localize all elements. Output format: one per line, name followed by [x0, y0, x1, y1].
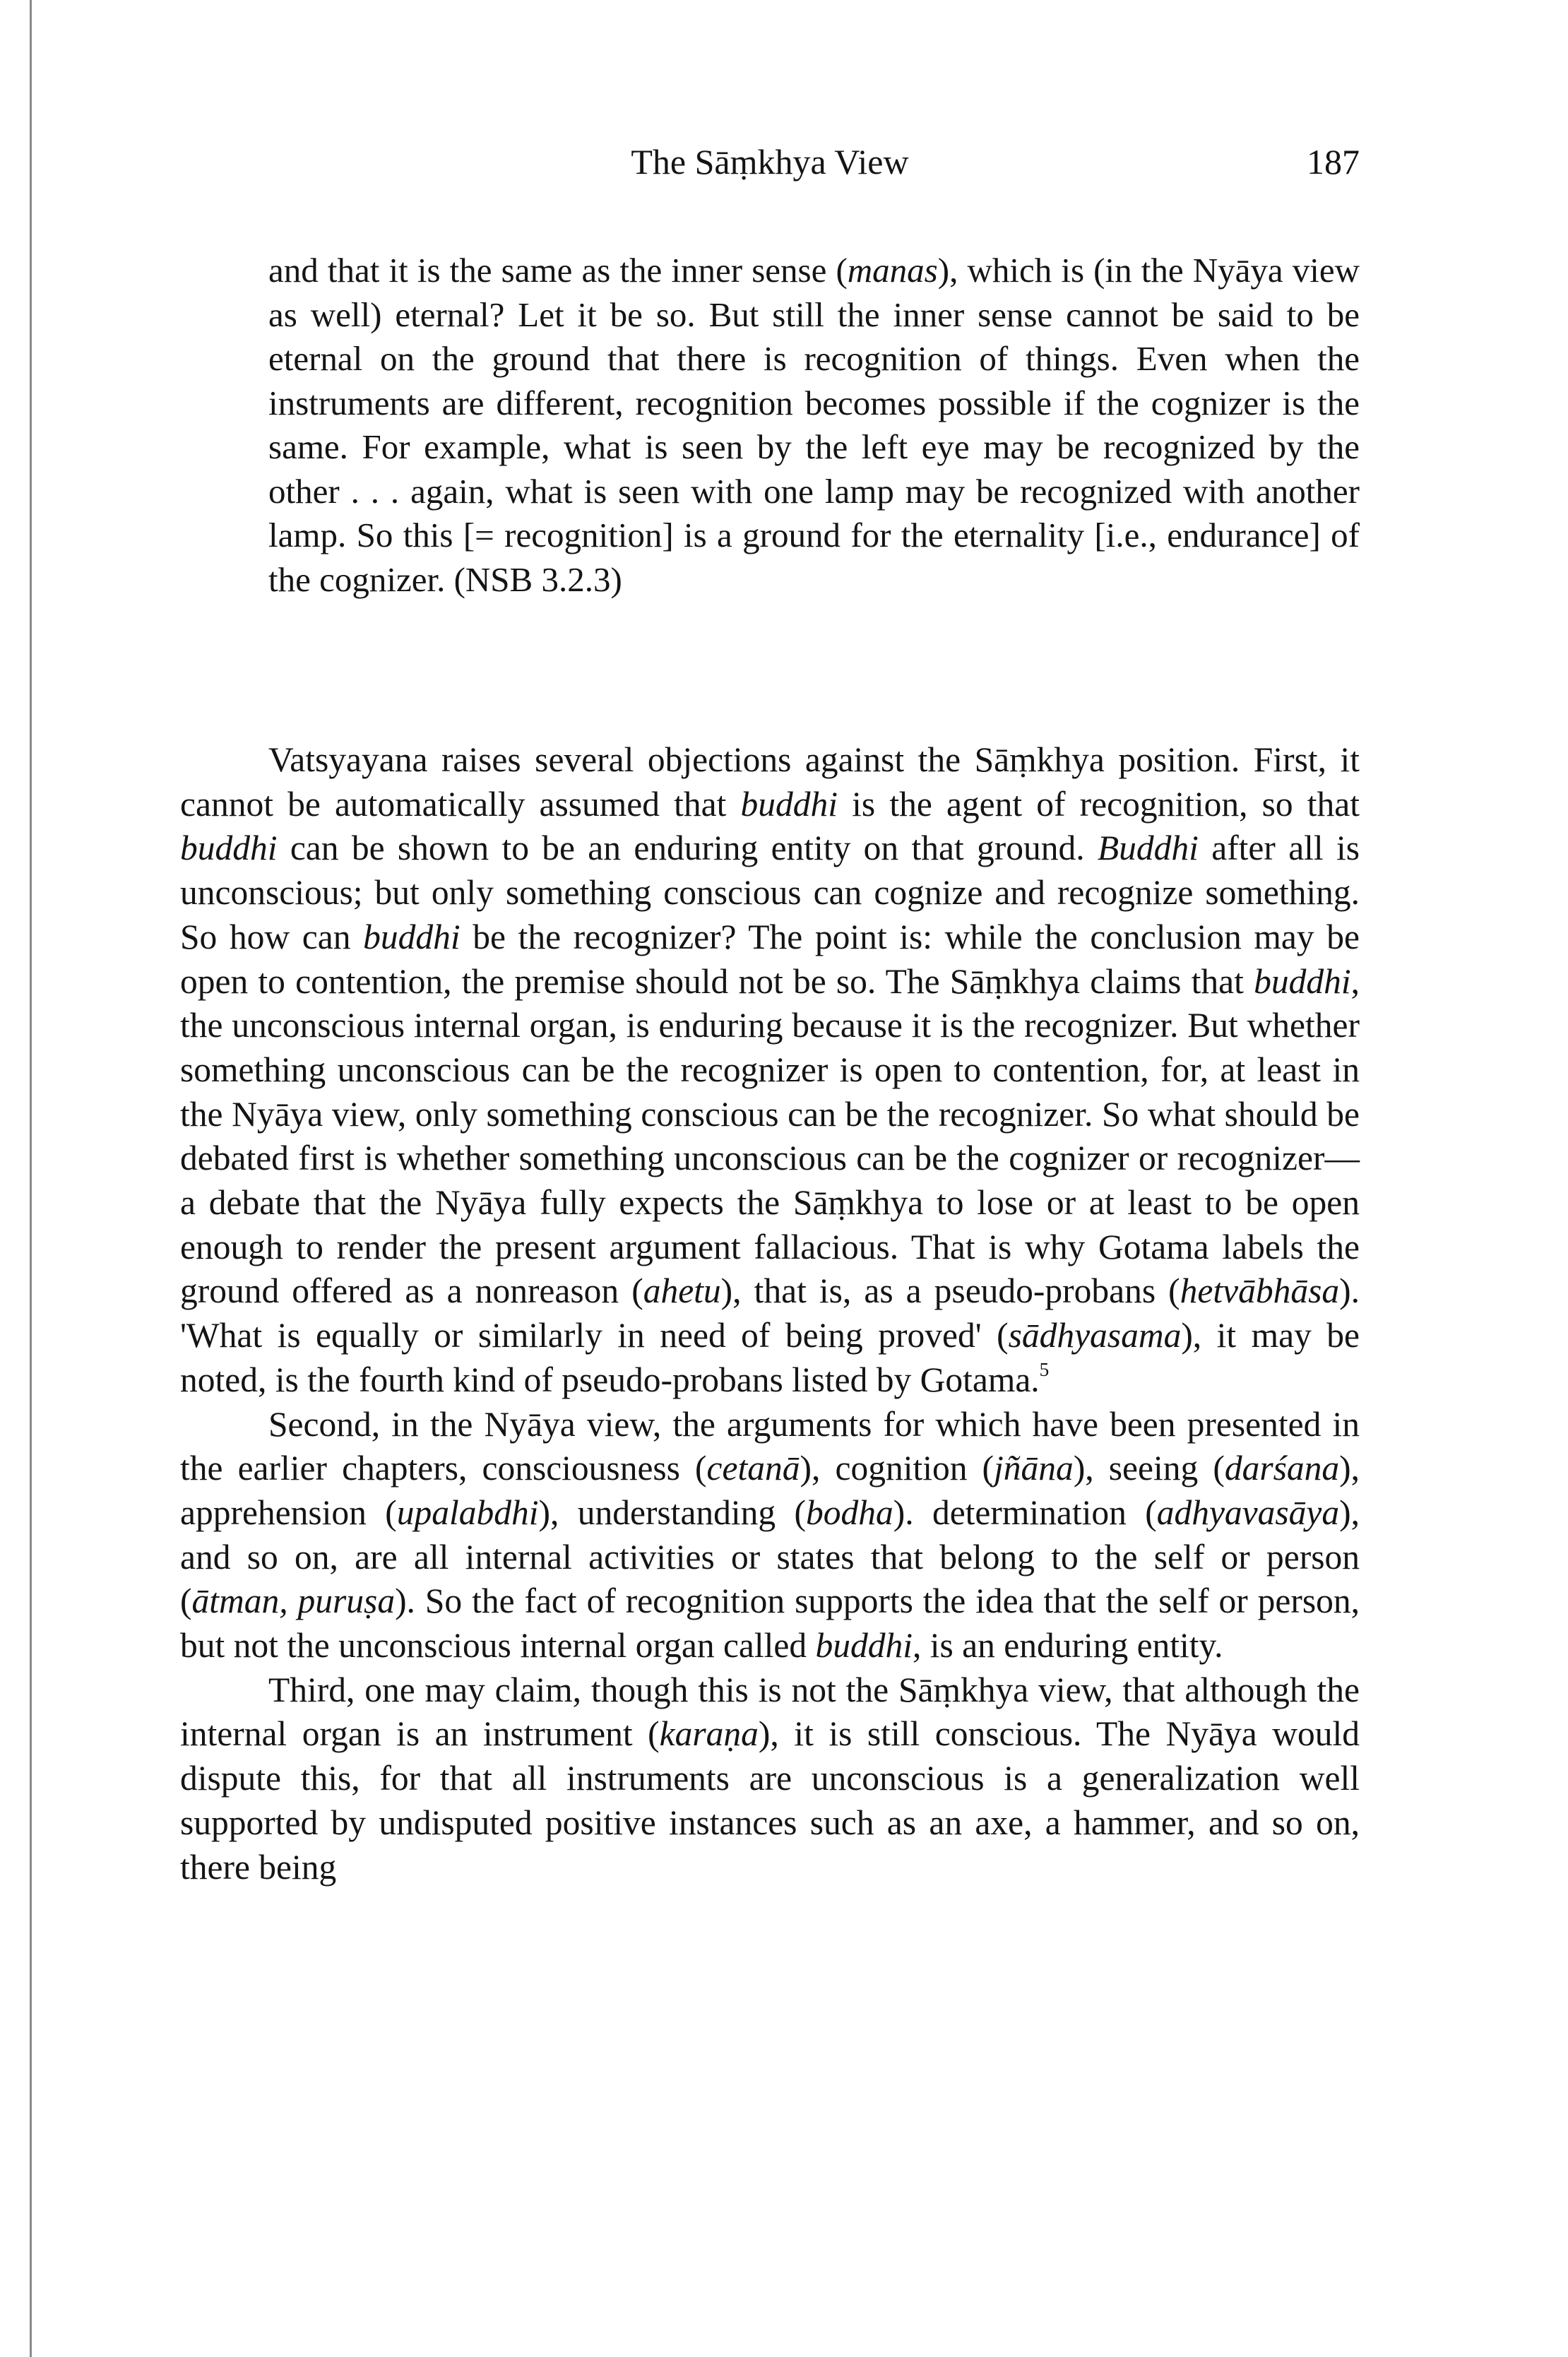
paragraph-text: ), seeing ( — [1073, 1449, 1225, 1488]
body-text — [180, 738, 1360, 1889]
paragraph-text: be the recognizer? The point is: while the conclusion may be open to contention, the premise should not be so. The Sāṃkhya claims that — [180, 917, 1360, 1001]
book-page — [180, 0, 1360, 2357]
quote-term: manas — [847, 251, 938, 290]
paragraph-text: ), it may be noted, is the fourth kind of pseudo-probans listed by Gotama. — [180, 1316, 1360, 1399]
paragraph-text: Third, one may claim, though this is not the Sāṃkhya view, that although the internal organ is an instrument ( — [180, 1670, 1360, 1754]
term: hetvābhāsa — [1180, 1271, 1340, 1311]
paragraph-3 — [180, 1668, 1360, 1890]
term: buddhi — [1254, 961, 1351, 1001]
quote-text: ), which is (in the Nyāya view as well) eternal? Let it be so. But still the inner sense cannot be said to be eternal on the ground that there is recognition of things. Even when the instruments are different, recognition becomes possible if the cognizer is the same. For example, what is seen by the left eye may be recognized by the other . . . again, what is seen with one lamp may be recognized with another lamp. So this [= recognition] is a ground for the eternality [i.e., endurance] of the cognizer. (NSB 3.2.3) — [268, 251, 1360, 599]
page-number: 187 — [1307, 142, 1360, 182]
paragraph-text: can be shown to be an enduring entity on that ground. — [277, 829, 1098, 868]
paragraph-text: , is an enduring entity. — [913, 1626, 1223, 1666]
term: sādhyasama — [1008, 1316, 1182, 1355]
term: buddhi — [740, 784, 838, 824]
paragraph-text: ), understanding ( — [538, 1492, 806, 1532]
paragraph-text: , the unconscious internal organ, is enduring because it is the recognizer. But whether something unconscious can be the recognizer is open to contention, for, at least in the Nyāya view, only something conscious can be the recognizer. So what should be debated first is whether something unconscious can be the cognizer or recognizer—a debate that the Nyāya fully expects the Sāṃkhya to lose or at least to be open enough to render the present argument fallacious. That is why Gotama labels the ground offered as a nonreason ( — [180, 961, 1360, 1311]
term: jñāna — [994, 1449, 1074, 1488]
paragraph-text: ), and so on, are all internal activities or states that belong to the self or person ( — [180, 1492, 1360, 1621]
term: Buddhi — [1097, 829, 1199, 868]
term: bodha — [806, 1492, 893, 1532]
paragraph-2 — [180, 1403, 1360, 1668]
term: ahetu — [643, 1271, 721, 1311]
term: upalabdhi — [396, 1492, 539, 1532]
paragraph-text: ), cognition ( — [800, 1449, 994, 1488]
term: adhyavasāya — [1156, 1492, 1340, 1532]
paragraph-text: ), that is, as a pseudo-probans ( — [720, 1271, 1180, 1311]
running-head — [180, 141, 1360, 191]
paragraph-text: ), apprehension ( — [180, 1449, 1360, 1532]
term: buddhi — [815, 1626, 913, 1666]
term: karaṇa — [659, 1714, 759, 1754]
running-title: The Sāṃkhya View — [631, 142, 909, 182]
paragraph-text: ). So the fact of recognition supports the idea that the self or person, but not the unconscious internal organ called — [180, 1581, 1360, 1666]
footnote-ref[interactable]: 5 — [1039, 1359, 1050, 1381]
paragraph-text: Second, in the Nyāya view, the arguments for which have been presented in the earlier chapters, consciousness ( — [180, 1404, 1360, 1488]
paragraph-text: after all is unconscious; but only something conscious can cognize and recognize something. So how can — [180, 829, 1360, 956]
term: darśana — [1224, 1449, 1340, 1488]
paragraph-text: ). 'What is equally or similarly in need of being proved' ( — [180, 1271, 1360, 1355]
paragraph-text: ), it is still conscious. The Nyāya would dispute this, for that all instruments are unconscious is a generalization well supported by undisputed positive instances such as an axe, a hammer, and so on, there being — [180, 1714, 1360, 1887]
scan-binding-edge — [30, 0, 32, 2357]
term: ātman, puruṣa — [191, 1581, 396, 1621]
term: buddhi — [180, 829, 278, 868]
paragraph-1 — [180, 738, 1360, 1403]
quote-text: and that it is the same as the inner sense ( — [268, 251, 848, 290]
term: buddhi — [363, 917, 461, 956]
block-quote — [268, 249, 1360, 602]
paragraph-text: ). determination ( — [893, 1492, 1157, 1532]
term: cetanā — [706, 1449, 800, 1488]
paragraph-text: Vatsyayana raises several objections against the Sāṃkhya position. First, it cannot be automatically assumed that — [180, 740, 1360, 824]
paragraph-text: is the agent of recognition, so that — [838, 784, 1360, 824]
